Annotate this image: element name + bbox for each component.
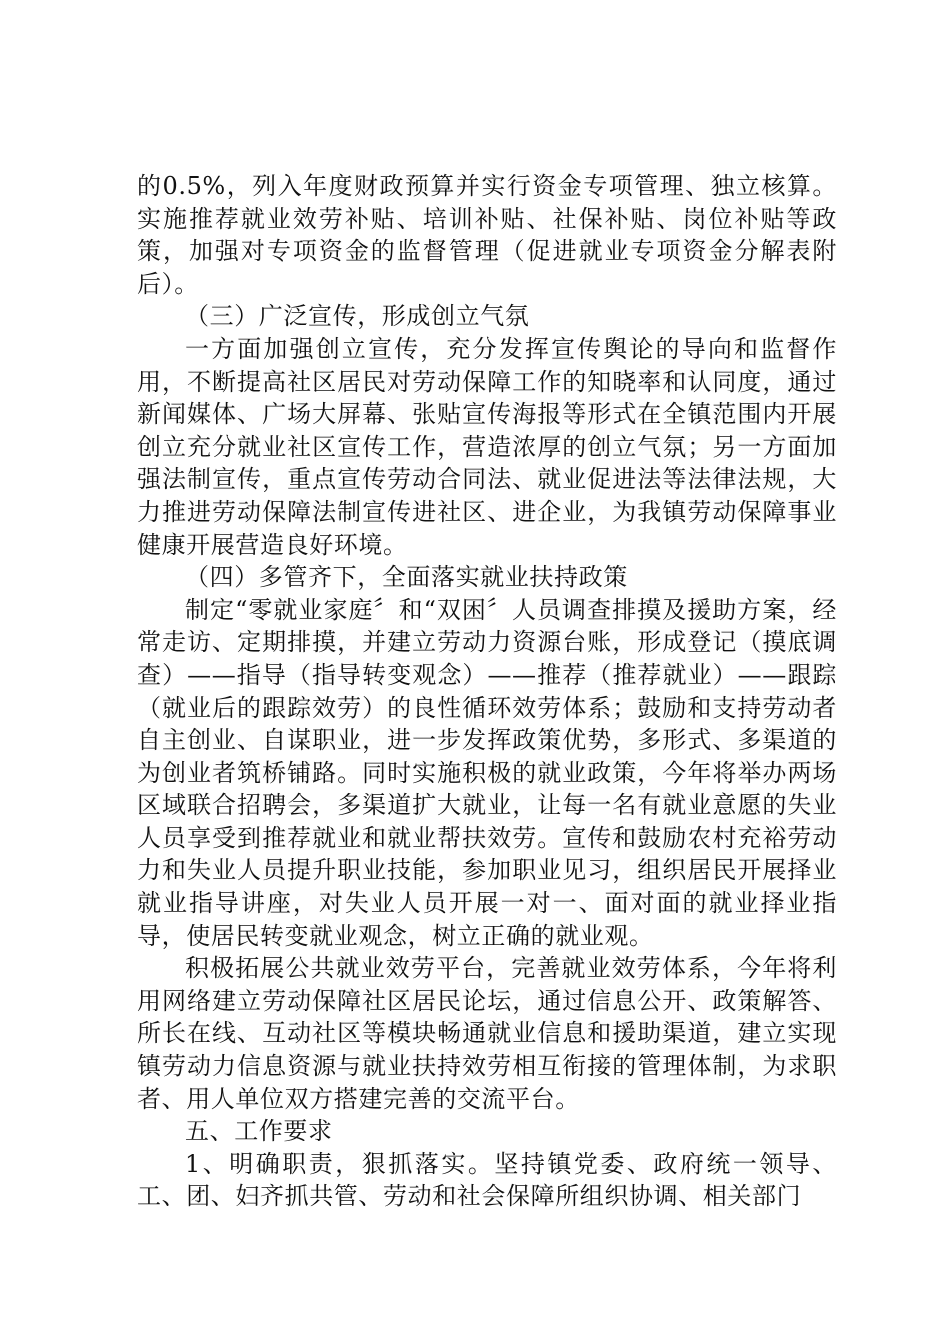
document-body [137,170,837,1213]
section-heading-publicity: （三）广泛宣传，形成创立气氛 [185,302,530,331]
paragraph-service-platform: 积极拓展公共就业效劳平台，完善就业效劳体系，今年将利用网络建立劳动保障社区居民论坛，通过信息公开、政策解答、所长在线、互动社区等模块畅通就业信息和援助渠道，建立实现镇劳动力信息资源与就业扶持效劳相互衔接的管理体制，为求职者、用人单位双方搭建完善的交流平台。 [137,954,837,1113]
paragraph-publicity: 一方面加强创立宣传，充分发挥宣传舆论的导向和监督作用，不断提高社区居民对劳动保障工作的知晓率和认同度，通过新闻媒体、广场大屏幕、张贴宣传海报等形式在全镇范围内开展创立充分就业社区宣传工作，营造浓厚的创立气氛；另一方面加强法制宣传，重点宣传劳动合同法、就业促进法等法律法规，大力推进劳动保障法制宣传进社区、进企业，为我镇劳动保障事业健康开展营造良好环境。 [137,334,837,559]
section-heading-employment-support: （四）多管齐下，全面落实就业扶持政策 [185,563,628,592]
paragraph-funding-continued: 的0.5%，列入年度财政预算并实行资金专项管理、独立核算。实施推荐就业效劳补贴、培训补贴、社保补贴、岗位补贴等政策，加强对专项资金的监督管理（促进就业专项资金分解表附后）。 [137,172,837,298]
paragraph-requirement-1: 1、明确职责，狠抓落实。坚持镇党委、政府统一领导、工、团、妇齐抓共管、劳动和社会保障所组织协调、相关部门 [137,1149,837,1211]
paragraph-employment-support: 制定“零就业家庭〞和“双困〞人员调查排摸及援助方案，经常走访、定期排摸，并建立劳动力资源台账，形成登记（摸底调查）——指导（指导转变观念）——推荐（推荐就业）——跟踪（就业后的跟踪效劳）的良性循环效劳体系；鼓励和支持劳动者自主创业、自谋职业，进一步发挥政策优势，多形式、多渠道的为创业者筑桥铺路。同时实施积极的就业政策，今年将举办两场区域联合招聘会，多渠道扩大就业，让每一名有就业意愿的失业人员享受到推荐就业和就业帮扶效劳。宣传和鼓励农村充裕劳动力和失业人员提升职业技能，参加职业见习，组织居民开展择业就业指导讲座，对失业人员开展一对一、面对面的就业择业指导，使居民转变就业观念，树立正确的就业观。 [137,595,837,950]
section-heading-work-requirements: 五、工作要求 [185,1117,333,1146]
